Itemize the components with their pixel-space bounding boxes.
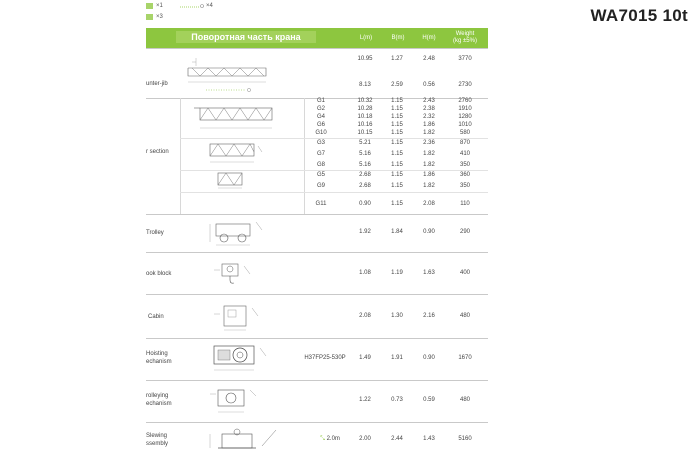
- table-header: [146, 28, 488, 48]
- trolleying-label-line2: echanism: [146, 401, 172, 407]
- dimension-arrow-icon: ⤡: [320, 436, 325, 442]
- jib-l: 10.28: [357, 106, 373, 112]
- cabin-w: 480: [459, 313, 470, 319]
- header-width: B(m): [391, 35, 405, 41]
- group-divider: [180, 192, 488, 193]
- jib-h: 2.08: [423, 201, 435, 207]
- jib-l: 10.18: [357, 114, 373, 120]
- jib-l: 10.32: [357, 98, 373, 104]
- slewing-b: 2.44: [391, 436, 403, 442]
- header-weight: [448, 31, 482, 45]
- hook-block-b: 1.19: [391, 270, 403, 276]
- jib-code: G3: [316, 140, 325, 146]
- slewing-h: 1.43: [423, 436, 435, 442]
- model-title: WA7015 10t: [590, 6, 688, 25]
- counter-jib-1-h: 2.48: [423, 56, 435, 62]
- hoisting-drawing: [204, 340, 274, 376]
- jib-b: 1.15: [391, 140, 403, 146]
- jib-h: 2.36: [423, 140, 435, 146]
- hook-block-w: 400: [459, 270, 470, 276]
- jib-code: G2: [316, 106, 325, 112]
- jib-l: 5.21: [359, 140, 371, 146]
- legend-item-x3: [146, 14, 163, 20]
- jib-code: G5: [316, 172, 325, 178]
- dimension-marker-icon: [180, 3, 206, 9]
- jib-w: 580: [459, 130, 470, 136]
- trolley-drawing: [202, 216, 272, 248]
- cabin-drawing: [208, 298, 268, 334]
- counter-jib-1-l: 10.95: [357, 56, 373, 62]
- jib-section-label: r section: [146, 149, 169, 155]
- header-height: H(m): [422, 35, 436, 41]
- jib-w: 870: [459, 140, 470, 146]
- slewing-label-line1: Slewing: [146, 433, 168, 439]
- jib-b: 1.15: [391, 201, 403, 207]
- hook-block-drawing: [210, 256, 260, 288]
- trolleying-label: [146, 392, 172, 408]
- jib-w: 360: [459, 172, 470, 178]
- hoisting-w: 1670: [458, 355, 472, 361]
- divider: [180, 98, 181, 214]
- slewing-extra-value: 2.0m: [326, 436, 340, 442]
- trolleying-label-line1: rolleying: [146, 393, 169, 399]
- jib-code: G7: [316, 151, 325, 157]
- jib-code: G10: [315, 130, 327, 136]
- counter-jib-1-b: 1.27: [391, 56, 403, 62]
- jib-code: G9: [316, 183, 325, 189]
- header-weight-line2: (kg ±5%): [453, 38, 477, 44]
- slewing-extra: [312, 436, 348, 443]
- hoisting-label-line1: Hoisting: [146, 351, 168, 357]
- trolley-w: 290: [459, 229, 470, 235]
- counter-jib-2-w: 2730: [458, 82, 472, 88]
- trolley-l: 1.92: [359, 229, 371, 235]
- jib-h: 1.82: [423, 130, 435, 136]
- jib-code: G4: [316, 114, 325, 120]
- jib-h: 1.86: [423, 172, 435, 178]
- jib-b: 1.15: [391, 98, 403, 104]
- slewing-label-line2: ssembly: [146, 441, 169, 447]
- jib-l: 0.90: [359, 201, 371, 207]
- jib-code: G8: [316, 162, 325, 168]
- legend-label: ×4: [206, 3, 213, 9]
- legend-label: ×3: [156, 14, 163, 20]
- jib-b: 1.15: [391, 106, 403, 112]
- hoisting-b: 1.91: [391, 355, 403, 361]
- counter-jib-drawing: [186, 52, 272, 98]
- hoisting-h: 0.90: [423, 355, 435, 361]
- legend-label: ×1: [156, 3, 163, 9]
- jib-code: G11: [315, 201, 327, 207]
- section-title: Поворотная часть крана: [176, 31, 316, 43]
- jib-b: 1.15: [391, 130, 403, 136]
- counter-jib-2-b: 2.59: [391, 82, 403, 88]
- jib-b: 1.15: [391, 183, 403, 189]
- jib-code: G6: [316, 122, 325, 128]
- jib-l: 10.16: [357, 122, 373, 128]
- hook-block-label: ook block: [146, 271, 172, 277]
- jib-l: 2.68: [359, 172, 371, 178]
- jib-code: G1: [316, 98, 325, 104]
- slewing-section: [146, 422, 488, 465]
- jib-l: 2.68: [359, 183, 371, 189]
- hook-block-l: 1.08: [359, 270, 371, 276]
- legend-item-x4: [180, 3, 213, 9]
- slewing-drawing: [204, 424, 284, 464]
- hoisting-model: H37FP25-530P: [304, 355, 346, 361]
- group-divider: [180, 138, 488, 139]
- jib-w: 410: [459, 151, 470, 157]
- jib-h: 2.38: [423, 106, 435, 112]
- jib-b: 1.15: [391, 122, 403, 128]
- jib-w: 350: [459, 162, 470, 168]
- jib-l: 5.16: [359, 151, 371, 157]
- jib-b: 1.15: [391, 172, 403, 178]
- jib-h: 1.86: [423, 122, 435, 128]
- trolleying-w: 480: [459, 397, 470, 403]
- jib-h: 1.82: [423, 183, 435, 189]
- divider: [304, 98, 305, 214]
- jib-l: 10.15: [357, 130, 373, 136]
- jib-h: 2.43: [423, 98, 435, 104]
- jib-w: 110: [460, 201, 470, 207]
- green-swatch-icon: [146, 14, 153, 20]
- counter-jib-2-h: 0.56: [423, 82, 435, 88]
- jib-h: 2.32: [423, 114, 435, 120]
- jib-b: 1.15: [391, 114, 403, 120]
- counter-jib-label: unter-jib: [146, 81, 168, 87]
- trolleying-l: 1.22: [359, 397, 371, 403]
- counter-jib-1-w: 3770: [458, 56, 472, 62]
- jib-b: 1.15: [391, 162, 403, 168]
- jib-short-drawing: [212, 171, 252, 191]
- legend-item-x1: [146, 3, 163, 9]
- cabin-h: 2.16: [423, 313, 435, 319]
- jib-w: 1280: [458, 114, 472, 120]
- trolleying-b: 0.73: [391, 397, 403, 403]
- jib-w: 2760: [458, 98, 472, 104]
- cabin-l: 2.08: [359, 313, 371, 319]
- trolleying-drawing: [206, 382, 266, 418]
- slewing-label: [146, 432, 168, 448]
- header-weight-line1: Weight: [455, 31, 475, 37]
- jib-medium-drawing: [200, 140, 270, 170]
- jib-long-drawing: [186, 102, 282, 136]
- jib-w: 1910: [458, 106, 472, 112]
- trolleying-h: 0.59: [423, 397, 435, 403]
- jib-w: 1010: [458, 122, 472, 128]
- counter-jib-2-l: 8.13: [359, 82, 371, 88]
- hoisting-label-line2: echanism: [146, 359, 172, 365]
- trolley-h: 0.90: [423, 229, 435, 235]
- hook-block-h: 1.63: [423, 270, 435, 276]
- trolley-label: Trolley: [146, 230, 164, 236]
- trolley-b: 1.84: [391, 229, 403, 235]
- header-length: L(m): [359, 35, 373, 41]
- jib-h: 1.82: [423, 151, 435, 157]
- jib-b: 1.15: [391, 151, 403, 157]
- slewing-w: 5160: [458, 436, 472, 442]
- jib-w: 350: [459, 183, 470, 189]
- cabin-b: 1.30: [391, 313, 403, 319]
- hoisting-l: 1.49: [359, 355, 371, 361]
- jib-l: 5.16: [359, 162, 371, 168]
- jib-h: 1.82: [423, 162, 435, 168]
- hoisting-label: [146, 350, 172, 366]
- green-swatch-icon: [146, 3, 153, 9]
- cabin-label: Cabin: [148, 314, 164, 320]
- slewing-l: 2.00: [359, 436, 371, 442]
